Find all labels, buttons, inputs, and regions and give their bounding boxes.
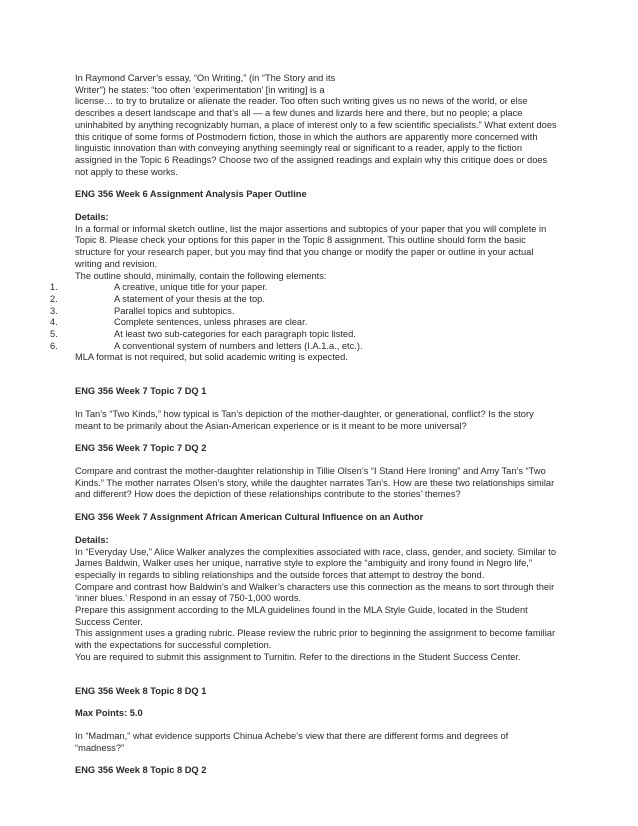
body-line: Topic 8. Please check your options for this paper in the Topic 8 assignment. This outline should form the basic	[75, 235, 526, 246]
body-line: “madness?”	[75, 742, 125, 753]
mla-note: MLA format is not required, but solid academic writing is expected.	[75, 352, 348, 363]
list-item	[50, 329, 573, 341]
body-line: In a formal or informal sketch outline, list the major assertions and subtopics of your paper that you will complete in	[75, 223, 547, 234]
document-body	[50, 73, 573, 777]
list-item	[50, 317, 573, 329]
body-line: structure for your research paper, but you may find that you change or modify the paper or outline in your actual	[75, 247, 534, 258]
w7-assignment-body	[75, 547, 573, 664]
body-line: and different? How does the depiction of these relationships contribute to the stories’ themes?	[75, 489, 461, 500]
intro-line: license… to try to brutalize or alienate the reader. Too often such writing gives us no news of the world, or else	[75, 96, 528, 107]
body-line: meant to be primarily about the Asian-American experience or is it meant to be more universal?	[75, 420, 467, 431]
intro-line: uninhabited by anything recognizably human, a place of interest only to a few scientific specialists.” What extent does	[75, 119, 557, 130]
w6-outline-body	[75, 224, 573, 283]
section-heading-w8-dq1: ENG 356 Week 8 Topic 8 DQ 1	[75, 685, 207, 696]
body-line: writing and revision.	[75, 258, 158, 269]
body-line: James Baldwin, Walker uses her unique, narrative style to explore the “ambiguity and irony found in Negro life,”	[75, 558, 532, 569]
body-line: ‘inner blues.’ Respond in an essay of 750-1,000 words.	[75, 593, 302, 604]
list-text: Complete sentences, unless phrases are clear.	[114, 317, 308, 328]
w7-dq2-body	[75, 466, 573, 501]
outline-element-list	[50, 282, 573, 352]
list-number: 1.	[50, 282, 58, 293]
body-line: The outline should, minimally, contain the following elements:	[75, 270, 327, 281]
list-item	[50, 340, 573, 353]
list-item	[50, 305, 573, 318]
body-line: In Tan’s “Two Kinds,” how typical is Tan’s depiction of the mother-daughter, or generational, conflict? Is the story	[75, 408, 534, 419]
list-number: 6.	[50, 340, 58, 351]
body-line: You are required to submit this assignment to Turnitin. Refer to the directions in the Student Success Center.	[75, 651, 521, 662]
body-line: with the expectations for successful completion.	[75, 640, 272, 651]
section-heading-w6-outline: ENG 356 Week 6 Assignment Analysis Paper Outline	[75, 189, 307, 200]
body-line: especially in regards to sibling relationships and the outside forces that attempt to destroy the bond.	[75, 569, 485, 580]
intro-paragraph	[75, 73, 573, 178]
intro-line: assigned in the Topic 6 Readings? Choose two of the assigned readings and explain why this critique does or does	[75, 154, 548, 165]
w7-dq1-body	[75, 409, 573, 432]
body-line: Kinds.” The mother narrates Olsen’s story, while the daughter narrates Tan’s. How are these two relationships similar	[75, 477, 555, 488]
details-label: Details:	[75, 212, 109, 223]
section-heading-w7-assignment: ENG 356 Week 7 Assignment African American Cultural Influence on an Author	[75, 512, 424, 523]
intro-line: describes a desert landscape and that’s all — a few dunes and lizards here and there, but no people; a place	[75, 108, 523, 119]
list-text: A conventional system of numbers and letters (I.A.1.a., etc.).	[114, 340, 363, 351]
list-text: A creative, unique title for your paper.	[114, 282, 268, 293]
list-text: Parallel topics and subtopics.	[114, 305, 235, 316]
body-line: In “Everyday Use,” Alice Walker analyzes the complexities associated with race, class, gender, and society. Similar to	[75, 546, 557, 557]
list-text: At least two sub-categories for each paragraph topic listed.	[114, 329, 356, 340]
w8-dq1-body	[75, 731, 573, 754]
intro-line: Writer”) he states: “too often ‘experimentation’ [in writing] is a	[75, 84, 325, 95]
body-line: Compare and contrast how Baldwin’s and Walker’s characters use this connection as the means to sort through their	[75, 581, 555, 592]
section-heading-w8-dq2: ENG 356 Week 8 Topic 8 DQ 2	[75, 765, 207, 776]
list-number: 3.	[50, 305, 58, 316]
intro-line: not apply to these works.	[75, 166, 178, 177]
details-label: Details:	[75, 534, 109, 545]
intro-line: this critique of some forms of Postmodern fiction, those in which the authors are apparently more concerned with	[75, 131, 538, 142]
list-item	[50, 282, 573, 294]
intro-line: linguistic innovation than with conveying anything seemingly real or significant to a reader, apply to the fiction	[75, 143, 523, 154]
list-number: 5.	[50, 329, 58, 340]
intro-line: In Raymond Carver’s essay, “On Writing,” (in “The Story and its	[75, 73, 336, 83]
body-line: Success Center.	[75, 616, 143, 627]
list-number: 4.	[50, 317, 58, 328]
body-line: Compare and contrast the mother-daughter relationship in Tillie Olsen’s “I Stand Here Ironing” and Amy Tan’s “Two	[75, 465, 546, 476]
section-heading-w7-dq2: ENG 356 Week 7 Topic 7 DQ 2	[75, 443, 207, 454]
list-text: A statement of your thesis at the top.	[114, 293, 265, 304]
list-number: 2.	[50, 293, 58, 304]
body-line: In “Madman,” what evidence supports Chinua Achebe’s view that there are different forms and degrees of	[75, 730, 509, 741]
section-heading-w7-dq1: ENG 356 Week 7 Topic 7 DQ 1	[75, 386, 207, 397]
list-item	[50, 293, 573, 306]
max-points: Max Points: 5.0	[75, 708, 143, 719]
body-line: Prepare this assignment according to the MLA guidelines found in the MLA Style Guide, located in the Student	[75, 605, 528, 616]
body-line: This assignment uses a grading rubric. Please review the rubric prior to beginning the assignment to become familiar	[75, 628, 556, 639]
